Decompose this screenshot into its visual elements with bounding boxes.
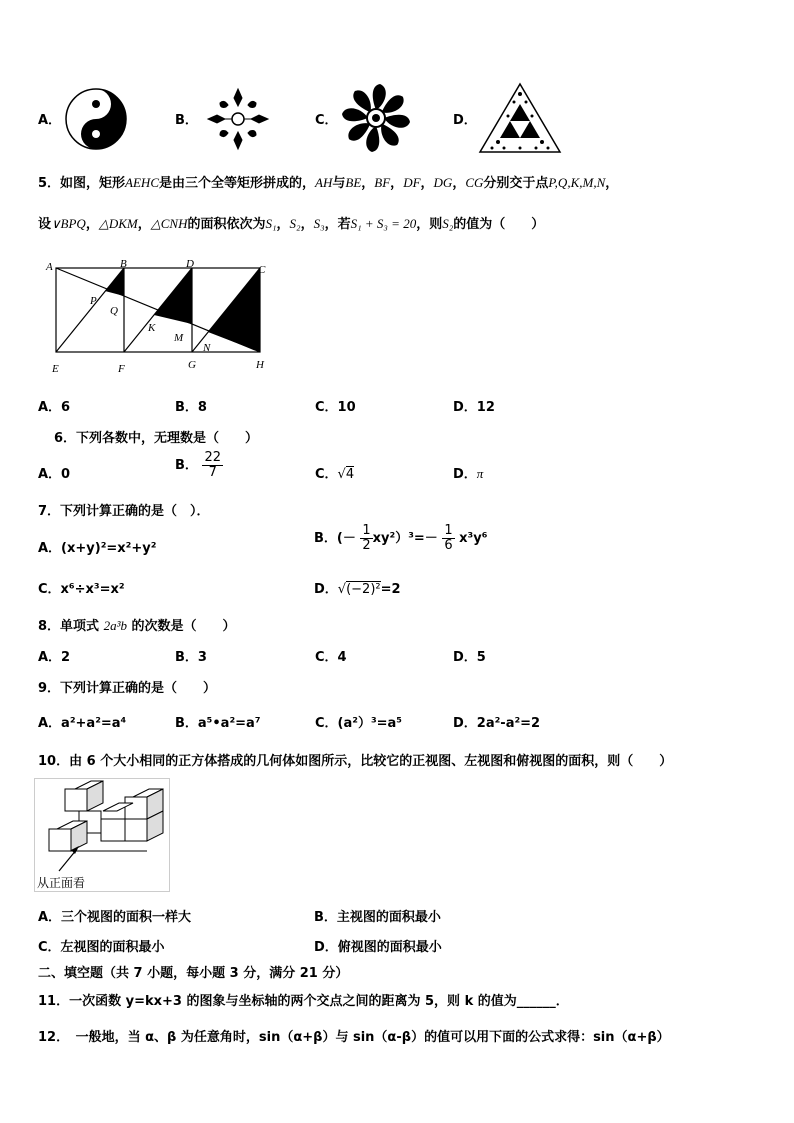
q5-label-k: K xyxy=(148,322,156,334)
q6-option-b-label: B． xyxy=(175,458,198,473)
q8-text: 的次数是（ ） xyxy=(126,619,236,634)
q4-option-c-label: C． xyxy=(315,113,338,128)
yin-yang-icon xyxy=(64,87,128,151)
q5-s2: S₂ xyxy=(442,216,454,231)
q8-option-d: D．5 xyxy=(453,650,486,665)
q8-stem xyxy=(38,615,236,634)
q5-option-b: B．8 xyxy=(175,400,207,415)
q6-radicand: 4 xyxy=(345,467,355,482)
q4-option-b-label: B． xyxy=(175,113,198,128)
floral-cross-icon xyxy=(204,85,272,153)
q4-option-d-label: D． xyxy=(453,113,477,128)
section-2-heading: 二、填空题（共 7 小题，每小题 3 分，满分 21 分） xyxy=(38,966,349,981)
q5-segment: DG xyxy=(433,175,453,190)
q7-numerator: 1 xyxy=(444,523,453,538)
q6-option-d xyxy=(453,463,483,482)
q5-label-d: D xyxy=(186,258,194,270)
q5-s2: S₂ xyxy=(289,216,301,231)
q5-rect-name: AEHC xyxy=(125,175,159,190)
q5-text: ， xyxy=(137,217,151,232)
q5-option-c: C．10 xyxy=(315,400,356,415)
q11-stem: 11．一次函数 y=kx+3 的图象与坐标轴的两个交点之间的距离为 5，则 k 的值为______． xyxy=(38,994,569,1009)
q5-text: 设 xyxy=(38,217,52,232)
q7-radicand: (−2)² xyxy=(346,582,381,597)
q7-option-b xyxy=(314,524,487,553)
pinwheel-flower-icon xyxy=(340,82,412,154)
q6-numerator: 22 xyxy=(204,450,221,465)
q5-triangle-s3 xyxy=(208,268,260,352)
q10-cube-figure xyxy=(34,778,170,892)
q5-triangle-s2 xyxy=(154,268,192,324)
q5-segment: AH xyxy=(315,175,333,190)
q5-label-m: M xyxy=(174,332,184,344)
q8-monomial: 2a³b xyxy=(103,618,127,633)
q9-option-d: D．2a²-a²=2 xyxy=(453,716,541,731)
q5-text: 的面积依次为 xyxy=(187,217,266,232)
q5-text: 与 xyxy=(332,176,346,191)
q7-option-c: C．x⁶÷x³=x² xyxy=(38,582,125,597)
q10-option-b: B．主视图的面积最小 xyxy=(314,910,441,925)
q10-caption: 从正面看 xyxy=(37,876,86,890)
q10-option-a: A．三个视图的面积一样大 xyxy=(38,910,192,925)
q5-option-d: D．12 xyxy=(453,400,495,415)
q5-segment: BF xyxy=(374,175,391,190)
q5-label-q: Q xyxy=(110,305,118,317)
sqrt-icon: √ xyxy=(337,582,347,597)
q5-text: 的值为（ ） xyxy=(453,217,545,232)
q5-triangle: △DKM xyxy=(98,216,138,231)
q5-option-a: A．6 xyxy=(38,400,71,415)
q6-option-d-label: D． xyxy=(453,467,477,482)
q5-text: ， xyxy=(390,176,404,191)
q9-option-c: C．(a²）³=a⁵ xyxy=(315,716,403,731)
q7-expr: xy²）³=－ xyxy=(372,531,438,546)
sqrt-icon: √ xyxy=(337,467,346,482)
q5-text: 是由三个全等矩形拼成的， xyxy=(159,176,316,191)
q5-label-h: H xyxy=(256,359,264,371)
q7-expr: x³y⁶ xyxy=(459,531,488,546)
q5-label-p: P xyxy=(90,295,97,307)
q7-option-a: A．(x+y)²=x²+y² xyxy=(38,541,157,556)
q5-points: P,Q,K,M,N xyxy=(548,175,606,190)
q5-label-b: B xyxy=(120,258,127,270)
q5-rectangle-figure xyxy=(40,256,280,376)
q5-stem-line2 xyxy=(38,213,544,232)
q5-text: 分别交于点 xyxy=(483,176,549,191)
q6-pi: π xyxy=(476,466,484,481)
q9-option-b: B．a⁵•a²=a⁷ xyxy=(175,716,261,731)
q7-option-d xyxy=(314,578,401,597)
q5-condition: S₁ + S₃ = 20 xyxy=(350,216,417,231)
q7-denominator: 2 xyxy=(362,538,371,553)
q6-option-a: A．0 xyxy=(38,467,71,482)
q5-label-n: N xyxy=(203,342,211,354)
q5-label-c: C xyxy=(258,264,266,276)
q5-text: ， xyxy=(85,217,99,232)
q8-option-a: A．2 xyxy=(38,650,71,665)
q5-text: ，则 xyxy=(416,217,443,232)
q5-s3: S₃ xyxy=(313,216,325,231)
q9-option-a: A．a²+a²=a⁴ xyxy=(38,716,127,731)
q5-text: ， xyxy=(605,176,619,191)
q6-option-c xyxy=(315,463,354,482)
triangle-pattern-icon xyxy=(478,82,562,154)
q10-option-d: D．俯视图的面积最小 xyxy=(314,940,442,955)
q5-text: ， xyxy=(420,176,434,191)
q5-stem-line1 xyxy=(38,172,618,191)
q5-segment: CG xyxy=(465,175,484,190)
q6-stem: 6．下列各数中，无理数是（ ） xyxy=(54,431,259,446)
q5-text: ，若 xyxy=(324,217,351,232)
q8-option-c: C．4 xyxy=(315,650,347,665)
q7-numerator: 1 xyxy=(362,523,371,538)
q5-label-f: F xyxy=(118,363,125,375)
q6-denominator: 7 xyxy=(208,465,217,480)
q5-text: ， xyxy=(276,217,290,232)
q8-option-b: B．3 xyxy=(175,650,207,665)
q7-fraction-2 xyxy=(442,524,454,553)
q5-triangle: ∨BPQ xyxy=(51,216,86,231)
q7-stem: 7．下列计算正确的是（ ）． xyxy=(38,504,210,519)
q8-text: 8．单项式 xyxy=(38,619,104,634)
q5-text: 5．如图，矩形 xyxy=(38,176,126,191)
q5-text: ， xyxy=(300,217,314,232)
q5-segment: BE xyxy=(345,175,362,190)
q7-option-b-label: B．(－ xyxy=(314,531,356,546)
cube-stack-drawing xyxy=(35,779,169,875)
q7-expr: =2 xyxy=(380,582,401,597)
q5-triangle: △CNH xyxy=(150,216,188,231)
q10-stem: 10．由 6 个大小相同的正方体搭成的几何体如图所示，比较它的正视图、左视图和俯视图的面积，则（ ） xyxy=(38,754,673,769)
q5-label-e: E xyxy=(52,363,59,375)
q7-fraction-1 xyxy=(360,524,372,553)
q6-fraction xyxy=(202,451,223,480)
q5-text: ， xyxy=(361,176,375,191)
q12-stem: 12． 一般地，当 α、β 为任意角时，sin（α+β）与 sin（α-β）的值可以用下面的公式求得：sin（α+β） xyxy=(38,1030,670,1045)
q5-segment: DF xyxy=(403,175,421,190)
q5-label-g: G xyxy=(188,359,196,371)
q5-s1: S₁ xyxy=(265,216,277,231)
q7-option-d-label: D． xyxy=(314,582,338,597)
q4-option-a-label: A． xyxy=(38,113,62,128)
q10-option-c: C．左视图的面积最小 xyxy=(38,940,165,955)
q6-option-c-label: C． xyxy=(315,467,338,482)
q9-stem: 9．下列计算正确的是（ ） xyxy=(38,681,217,696)
q5-triangle-s1 xyxy=(105,268,124,296)
q5-text: ， xyxy=(452,176,466,191)
q5-label-a: A xyxy=(46,261,53,273)
q7-denominator: 6 xyxy=(444,538,453,553)
q6-option-b xyxy=(175,451,223,480)
